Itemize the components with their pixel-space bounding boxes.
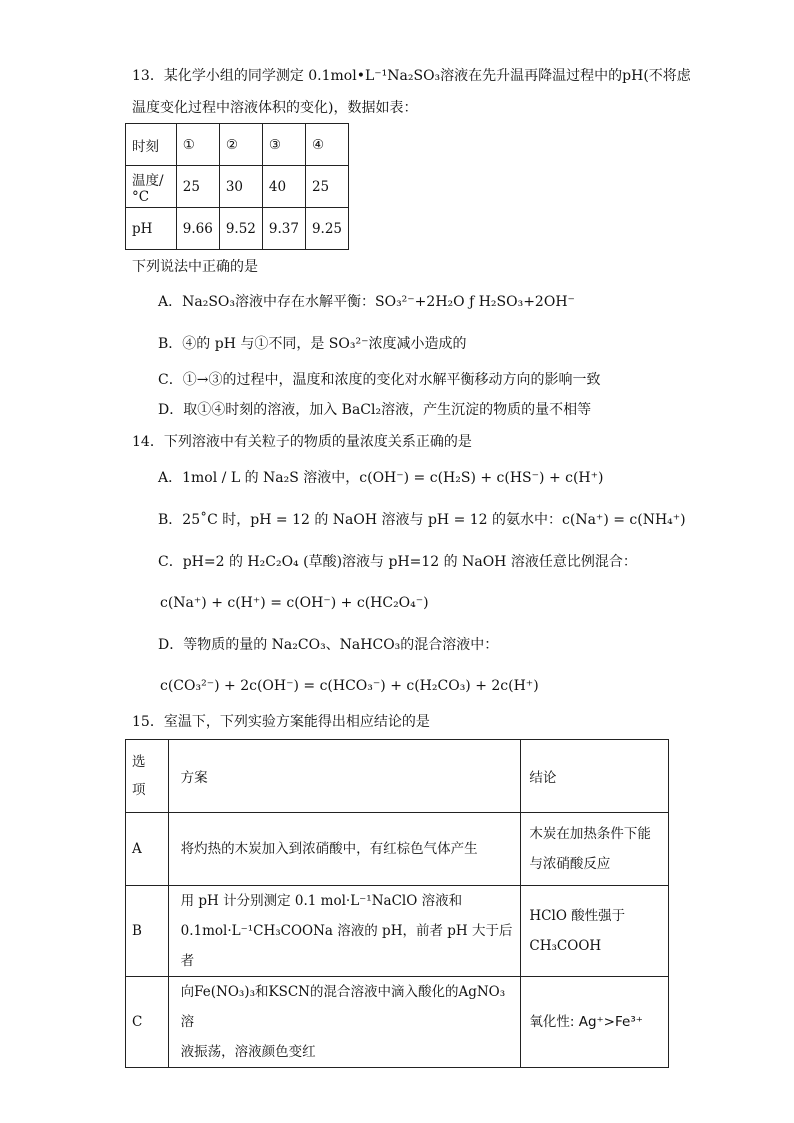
q14-option-d-line1: D．等物质的量的 Na₂CO₃、NaHCO₃的混合溶液中： — [158, 637, 499, 653]
table-cell: 9.25 — [305, 208, 348, 250]
q14-option-c-line1: C．pH=2 的 H₂C₂O₄ (草酸)溶液与 pH=12 的 NaOH 溶液任意比例混合： — [158, 554, 637, 570]
table-row-label-ph: pH — [126, 208, 177, 250]
header-conclusion-col: 结论 — [521, 740, 669, 813]
q14-option-c-line2: c(Na⁺) + c(H⁺) = c(OH⁻) + c(HC₂O₄⁻) — [160, 595, 429, 611]
q13-option-a: A．Na₂SO₃溶液中存在水解平衡：SO₃²⁻+2H₂O ƒ H₂SO₃+2OH⁻ — [158, 294, 575, 310]
row-label-c: C — [126, 977, 169, 1068]
q14-option-d-line2: c(CO₃²⁻) + 2c(OH⁻) = c(HCO₃⁻) + c(H₂CO₃) + 2c(H⁺) — [160, 678, 539, 694]
table-cell: 9.37 — [262, 208, 305, 250]
table-header-4: ④ — [305, 124, 348, 166]
table-row-label-temp: 温度/°C — [126, 166, 177, 208]
q13-option-d: D．取①④时刻的溶液，加入 BaCl₂溶液，产生沉淀的物质的量不相等 — [158, 402, 592, 418]
q13-option-b: B．④的 pH 与①不同，是 SO₃²⁻浓度减小造成的 — [158, 336, 467, 352]
row-c-plan: 向Fe(NO₃)₃和KSCN的混合溶液中滴入酸化的AgNO₃溶 液振荡，溶液颜色变红 — [168, 977, 521, 1068]
q15-stem: 15．室温下，下列实验方案能得出相应结论的是 — [132, 714, 430, 730]
row-b-plan: 用 pH 计分别测定 0.1 mol·L⁻¹NaClO 溶液和 0.1mol·L⁻¹CH₃COONa 溶液的 pH，前者 pH 大于后者 — [168, 886, 521, 977]
table-row-label-time: 时刻 — [126, 124, 177, 166]
table-cell: 9.52 — [219, 208, 262, 250]
row-a-conclusion: 木炭在加热条件下能 与浓硝酸反应 — [521, 813, 669, 886]
table-header-3: ③ — [262, 124, 305, 166]
row-b-conclusion: HClO 酸性强于 CH₃COOH — [521, 886, 669, 977]
table-header-1: ① — [176, 124, 219, 166]
q13-data-table — [125, 123, 349, 250]
row-label-b: B — [126, 886, 169, 977]
table-header-2: ② — [219, 124, 262, 166]
q13-stem-line2: 温度变化过程中溶液体积的变化)，数据如表： — [132, 100, 418, 116]
q14-option-a: A．1mol / L 的 Na₂S 溶液中，c(OH⁻) = c(H₂S) + c(HS⁻) + c(H⁺) — [158, 470, 604, 486]
q13-stem-line1: 13．某化学小组的同学测定 0.1mol•L⁻¹Na₂SO₃溶液在先升温再降温过程中的pH(不将虑 — [132, 68, 691, 84]
q13-option-c: C．①→③的过程中，温度和浓度的变化对水解平衡移动方向的影响一致 — [158, 372, 601, 388]
row-label-a: A — [126, 813, 169, 886]
table-cell: 25 — [305, 166, 348, 208]
q14-option-b: B．25˚C 时，pH = 12 的 NaOH 溶液与 pH = 12 的氨水中：c(Na⁺) = c(NH₄⁺) — [158, 512, 686, 528]
row-c-conclusion: 氧化性: Ag⁺>Fe³⁺ — [521, 977, 669, 1068]
row-a-plan: 将灼热的木炭加入到浓硝酸中，有红棕色气体产生 — [168, 813, 521, 886]
table-cell: 40 — [262, 166, 305, 208]
q13-prompt: 下列说法中正确的是 — [132, 259, 258, 275]
header-option-col: 选 项 — [126, 740, 169, 813]
q14-stem: 14．下列溶液中有关粒子的物质的量浓度关系正确的是 — [132, 434, 472, 450]
table-cell: 9.66 — [176, 208, 219, 250]
table-cell: 25 — [176, 166, 219, 208]
table-cell: 30 — [219, 166, 262, 208]
q15-experiment-table — [125, 739, 669, 1068]
header-plan-col: 方案 — [168, 740, 521, 813]
